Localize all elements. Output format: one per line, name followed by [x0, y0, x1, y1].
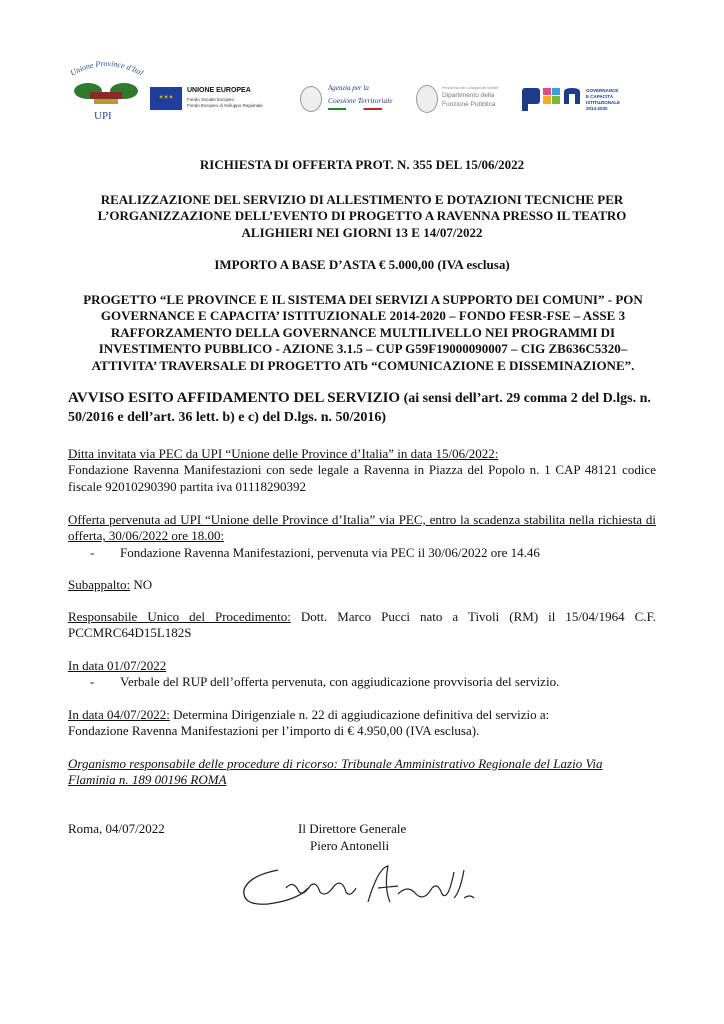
- pon-icon: [522, 86, 584, 112]
- rup-section: Responsabile Unico del Procedimento: Dott. Marco Pucci nato a Tivoli (RM) il 15/04/1964 C.F. PCCMRC64D15L182S: [68, 609, 657, 641]
- upi-logo: [66, 56, 146, 126]
- eu-flag-icon: ✶✶✶: [150, 87, 182, 110]
- list-item: - Verbale del RUP dell’offerta pervenuta, con aggiudicazione provvisoria del servizio.: [90, 674, 560, 690]
- importo-base-asta: IMPORTO A BASE D’ASTA € 5.000,00 (IVA esclusa): [214, 257, 510, 272]
- avviso-heading: AVVISO ESITO AFFIDAMENTO DEL SERVIZIO (ai sensi dell’art. 29 comma 2 del D.lgs. n. 50/2016 e dell’art. 36 lett. b) e c) del D.lgs. n. 50/2016): [68, 390, 651, 425]
- signer-name: Piero Antonelli: [310, 838, 390, 853]
- signer-role: Il Direttore Generale: [298, 821, 407, 836]
- project-description: PROGETTO “LE PROVINCE E IL SISTEMA DEI SERVIZI A SUPPORTO DEI COMUNI” - PON GOVERNANCE E CAPACITA’ ISTITUZIONALE 2014-2020 – FONDO FESR-FSE – ASSE 3 RAFFORZAMENTO DELLA GOVERNANCE MULTILIVELLO NEI PROGRAMMI DI INVESTIMENTO PUBBLICO - AZIONE 3.1.5 – CUP G59F19000090007 – CIG ZB636C5320– ATTIVITA’ TRAVERSALE DI PROGETTO ATb “COMUNICAZIONE E DISSEMINAZIONE”.: [83, 292, 643, 373]
- data1-section: In data 01/07/2022 - Verbale del RUP dell’offerta pervenuta, con aggiudicazione provvisoria del servizio.: [68, 658, 656, 691]
- place-date: Roma, 04/07/2022: [68, 821, 165, 836]
- data2-section: In data 04/07/2022: Determina Dirigenziale n. 22 di aggiudicazione definitiva del servizio a: Fondazione Ravenna Manifestazioni per l’importo di € 4.950,00 (IVA esclusa).: [68, 707, 550, 739]
- signature-icon: [238, 858, 488, 918]
- upi-text: UPI: [94, 110, 112, 122]
- subappalto-section: Subappalto: NO: [68, 577, 153, 592]
- italian-emblem-icon: [416, 85, 438, 113]
- tricolor-bar: [328, 108, 382, 110]
- ricorso-note: Organismo responsabile delle procedure di ricorso: Tribunale Amministrativo Regionale del Lazio Via Flaminia n. 189 00196 ROMA: [68, 756, 603, 788]
- document-title: RICHIESTA DI OFFERTA PROT. N. 355 DEL 15/06/2022: [199, 157, 525, 172]
- ditta-section: Ditta invitata via PEC da UPI “Unione delle Province d’Italia” in data 15/06/2022: Fondazione Ravenna Manifestazioni con sede legale a Ravenna in Piazza del Popolo n. 1 CAP 48121 codice fiscale 92010290390 partita iva 01118290392: [68, 446, 656, 494]
- svg-text:Unione Province d'Italia: Unione Province d'Ital: [68, 58, 145, 78]
- offerta-section: Offerta pervenuta ad UPI “Unione delle Province d’Italia” via PEC, entro la scadenza stabilita nella richiesta di offerta, 30/06/2022 ore 18.00: - Fondazione Ravenna Manifestazioni, pervenuta via PEC il 30/06/2022 ore 14.46: [68, 512, 656, 560]
- subject: REALIZZAZIONE DEL SERVIZIO DI ALLESTIMENTO E DOTAZIONI TECNICHE PER L’ORGANIZZAZIONE DELL’EVENTO DI PROGETTO A RAVENNA PRESSO IL TEATRO ALIGHIERI NEI GIORNI 13 E 14/07/2022: [97, 192, 627, 240]
- pon-logo: GOVERNANCE E CAPACITÀ ISTITUZIONALE 2014-2020: [522, 86, 584, 117]
- list-item: - Fondazione Ravenna Manifestazioni, pervenuta via PEC il 30/06/2022 ore 14.46: [90, 544, 540, 560]
- italian-emblem-icon: [300, 86, 322, 112]
- handwritten-signature: [238, 858, 488, 923]
